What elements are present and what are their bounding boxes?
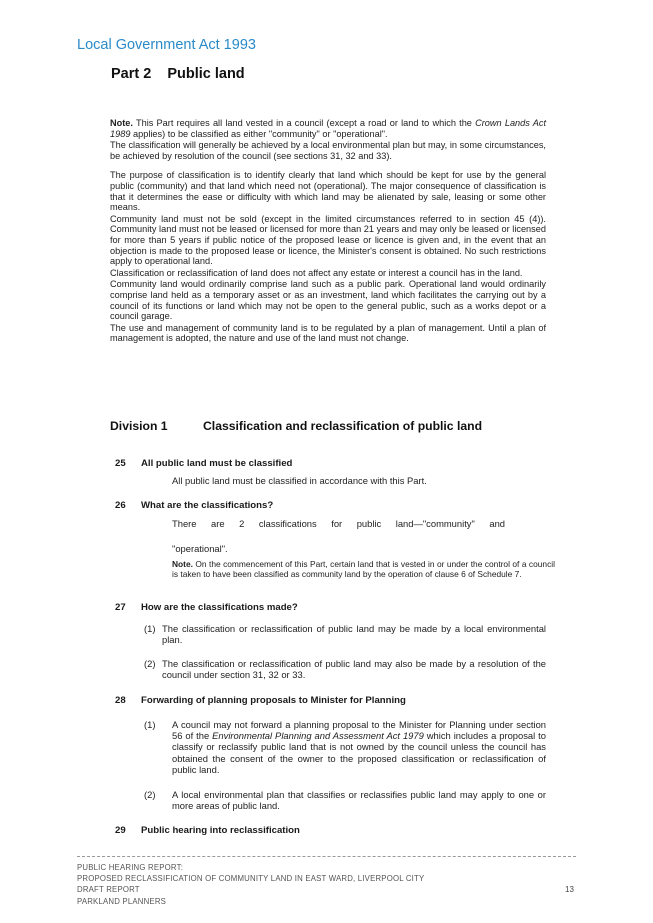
section-number: 25 (115, 458, 126, 469)
division-label: Division 1 (110, 419, 168, 433)
section-text-line-2: "operational". (172, 543, 228, 554)
part-heading (111, 66, 245, 82)
footer-line-3: DRAFT REPORT (77, 885, 140, 895)
section-text: All public land must be classified in accordance with this Part. (172, 475, 427, 486)
note-label: Note. (110, 118, 133, 128)
note-paragraph-2: The classification will generally be achieved by a local environmental plan but may, in some circumstances, be achieved by resolution of the council (see sections 31, 32 and 33). (110, 140, 546, 161)
part-number: Part 2 (111, 66, 152, 82)
act-title: Local Government Act 1993 (77, 37, 256, 53)
subsection-text-end: which includes a proposal to classify or reclassify public land that is not owned by the council unless the council has obtained the consent of the owner to the proposed classification or reclassification of public land. (172, 730, 546, 775)
note-paragraph-1 (110, 118, 546, 139)
page-footer (77, 862, 424, 907)
section-number: 26 (115, 500, 126, 511)
section-heading: How are the classifications made? (141, 602, 298, 613)
note-text: This Part requires all land vested in a council (except a road or land to which the (132, 118, 476, 128)
subsection-number: (1) (144, 719, 156, 730)
subsection-text-start: A council may not forward a planning proposal to the Minister for Planning under section 56 of the (172, 719, 546, 742)
page-number: 13 (565, 885, 574, 894)
subsection-number: (1) (144, 623, 156, 634)
section-number: 27 (115, 602, 126, 613)
footer-divider (77, 856, 576, 857)
note-label: Note. (172, 559, 193, 569)
section-heading: Forwarding of planning proposals to Minister for Planning (141, 695, 406, 706)
crown-lands-act-ref: Crown Lands Act 1989 (110, 118, 546, 139)
note-paragraph-7: The use and management of community land is to be regulated by a plan of management. Until a plan of management is adopted, the nature and use of the land must not change. (110, 322, 546, 344)
section-number: 29 (115, 825, 126, 836)
subsection-number: (2) (144, 658, 156, 669)
note-paragraph-5: Classification or reclassification of land does not affect any estate or interest a council has in the land. (110, 267, 523, 278)
section-25 (115, 458, 555, 498)
section-29 (115, 825, 555, 841)
subsection-text: The classification or reclassification of public land may be made by a local environmental plan. (162, 623, 546, 646)
section-26 (115, 500, 555, 595)
division-title: Classification and reclassification of public land (203, 419, 483, 433)
subsection-number: (2) (144, 789, 156, 800)
note-paragraph-6: Community land would ordinarily comprise land such as a public park. Operational land would ordinarily comprise land held as a temporary asset or as an investment, land which facilitates the carrying out by a council of its functions or land which may not be open to the general public, such as a works depot or a council garage. (110, 279, 546, 322)
note-paragraph-3: The purpose of classification is to identify clearly that land which should be kept for use by the general public (community) and that land which need not (operational). The major consequence of classification is that it determines the ease or difficulty with which land may be alienated by sale, leasing or some other means. (110, 170, 546, 213)
section-heading: All public land must be classified (141, 458, 293, 469)
section-28 (115, 695, 555, 815)
section-note (172, 560, 555, 579)
section-text-line-1: There are 2 classifications for public land—"community" and (172, 518, 505, 529)
footer-line-4: PARKLAND PLANNERS (77, 896, 167, 906)
footer-line-1: PUBLIC HEARING REPORT: (77, 863, 184, 872)
footer-line-2: PROPOSED RECLASSIFICATION OF COMMUNITY LAND IN EAST WARD, LIVERPOOL CITY (77, 874, 425, 884)
part-notes (110, 118, 546, 345)
subsection-text: A local environmental plan that classifies or reclassifies public land may apply to one or more areas of public land. (172, 789, 546, 812)
part-title: Public land (167, 66, 245, 82)
section-number: 28 (115, 695, 126, 706)
subsection-text (172, 719, 546, 775)
section-heading: Public hearing into reclassification (141, 825, 300, 836)
epa-act-ref: Environmental Planning and Assessment Act 1979 (212, 730, 424, 742)
note-text-end: applies) to be classified as either "community" or "operational". (130, 128, 388, 139)
section-27 (115, 602, 555, 682)
note-paragraph-4: Community land must not be sold (except in the limited circumstances referred to in section 45 (4)). Community land must not be leased or licensed for more than 21 years and may only be leased or licensed for more than 5 years if public notice of the proposed lease or licence is given and, in the event that an objection is made to the proposed lease or licence, the Minister's consent is obtained. No such restrictions apply to operational land. (110, 213, 546, 267)
section-heading: What are the classifications? (141, 500, 274, 511)
subsection-text: The classification or reclassification of public land may also be made by a resolution of the council under section 31, 32 or 33. (162, 658, 546, 681)
division-heading (110, 419, 483, 433)
note-text: On the commencement of this Part, certain land that is vested in or under the control of a council is taken to have been classified as community land by the operation of clause 6 of Schedule 7. (172, 559, 555, 579)
